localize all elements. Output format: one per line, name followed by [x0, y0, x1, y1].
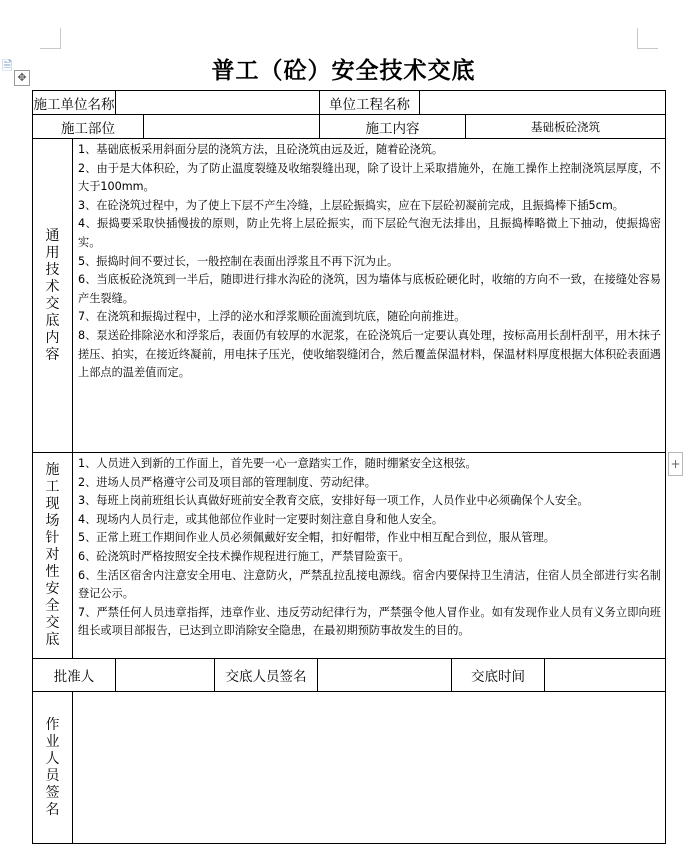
disclosure-time-field[interactable]	[545, 659, 666, 692]
presenter-signature-label: 交底人员签名	[215, 659, 318, 692]
site-disclosure-row	[33, 453, 666, 659]
site-disclosure-label	[33, 453, 73, 659]
general-item: 6、当底板砼浇筑到一半后，随即进行排水沟砼的浇筑，因为墙体与底板砼硬化时，收缩的方向不一致，在接缝处容易产生裂缝。	[78, 273, 661, 305]
vertical-label-char: 全	[45, 598, 60, 614]
general-disclosure-label-text	[33, 228, 72, 364]
site-item: 5、正常上班工作期间作业人员必须佩戴好安全帽，扣好帽带，作业中相互配合到位，服从管理。	[78, 531, 555, 545]
general-item: 1、基础底板采用斜面分层的浇筑方法，且砼浇筑由远及近，随着砼浇筑。	[78, 143, 444, 156]
vertical-label-char: 技	[45, 261, 60, 278]
vertical-label-char: 签	[45, 784, 60, 801]
disclosure-table	[32, 90, 666, 844]
presenter-signature-field[interactable]	[318, 659, 452, 692]
construction-part-label: 施工部位	[33, 115, 144, 139]
page-corner-mark-left	[40, 28, 61, 49]
site-item: 6、生活区宿舍内注意安全用电、注意防火，严禁乱拉乱接电源线。宿舍内要保持卫生清洁，住宿人员全部进行实名制登记公示。	[78, 568, 661, 601]
vertical-label-char: 对	[45, 547, 60, 563]
approver-label: 批准人	[33, 659, 116, 692]
vertical-label-char: 内	[45, 329, 60, 346]
vertical-label-char: 性	[45, 564, 60, 580]
vertical-label-char: 交	[45, 615, 60, 631]
site-disclosure-content[interactable]	[73, 453, 666, 659]
page-corner-mark-right	[637, 28, 658, 49]
vertical-label-char: 用	[45, 244, 60, 261]
general-item: 2、由于是大体积砼，为了防止温度裂缝及收缩裂缝出现，除了设计上采取措施外，在施工操作上控制浇筑层厚度，不大于100mm。	[78, 161, 661, 194]
vertical-label-char: 名	[45, 801, 60, 818]
vertical-label-char: 底	[45, 312, 60, 329]
construction-content-field[interactable]: 基础板砼浇筑	[466, 115, 666, 139]
vertical-label-char: 员	[45, 767, 60, 784]
vertical-label-char: 人	[45, 750, 60, 767]
vertical-label-char: 现	[45, 496, 60, 512]
construction-content-label: 施工内容	[320, 115, 466, 139]
construction-unit-label: 施工单位名称	[33, 91, 116, 115]
general-item: 8、泵送砼排除泌水和浮浆后，表面仍有较厚的水泥浆，在砼浇筑后一定要认真处理，按标高用长刮杆刮平，用木抹子搓压、拍实，在接近终凝前，用电抹子压光，使收缩裂缝闭合，然后覆盖保温材料，保温材料厚度根据大体积砼表面遇上部点的温差值而定。	[78, 328, 661, 380]
site-item: 1、人员进入到新的工作面上，首先要一心一意踏实工作，随时绷紧安全这根弦。	[78, 457, 477, 470]
construction-part-field[interactable]	[144, 115, 320, 139]
vertical-label-char: 场	[45, 513, 60, 529]
site-item: 3、每班上岗前班组长认真做好班前安全教育交底，安排好每一项工作，人员作业中必须确保个人安全。	[78, 494, 589, 508]
project-name-label: 单位工程名称	[320, 91, 420, 115]
vertical-label-char: 术	[45, 278, 60, 295]
header-row-1	[33, 91, 666, 115]
vertical-label-char: 针	[45, 530, 60, 546]
general-item: 5、振捣时间不要过长，一般控制在表面出浮浆且不再下沉为止。	[78, 254, 399, 268]
general-item: 4、振捣要采取快插慢拔的原则，防止先将上层砼振实，而下层砼气泡无法排出，且振捣棒略微上下抽动，使振捣密实。	[78, 217, 661, 249]
page-title: 普工（砼）安全技术交底	[211, 57, 476, 84]
general-disclosure-row	[33, 139, 666, 453]
site-item: 2、进场人员严格遵守公司及项目部的管理制度、劳动纪律。	[78, 475, 376, 489]
site-item: 4、现场内人员行走，或其他部位作业时一定要时刻注意自身和他人安全。	[78, 512, 444, 526]
general-item: 3、在砼浇筑过程中，为了使上下层不产生冷缝，上层砼振捣实，应在下层砼初凝前完成，且振捣棒下插5cm。	[78, 198, 624, 212]
vertical-label-char: 业	[45, 733, 60, 750]
signature-row	[33, 659, 666, 692]
worker-signature-field[interactable]	[73, 692, 666, 844]
vertical-label-char: 底	[45, 632, 60, 648]
site-item: 6、砼浇筑时严格按照安全技术操作规程进行施工，严禁冒险蛮干。	[78, 549, 410, 563]
worker-signature-label	[33, 692, 73, 844]
vertical-label-char: 通	[45, 227, 60, 244]
vertical-label-char: 作	[45, 716, 60, 733]
general-disclosure-label	[33, 139, 73, 453]
vertical-label-char: 工	[45, 479, 60, 495]
add-row-icon[interactable]: +	[668, 452, 683, 476]
document-icon: 🗎	[2, 59, 13, 74]
approver-field[interactable]	[116, 659, 215, 692]
vertical-label-char: 施	[45, 462, 60, 478]
header-row-2	[33, 115, 666, 139]
worker-signature-label-text	[33, 717, 72, 819]
vertical-label-char: 容	[45, 346, 60, 363]
site-disclosure-label-text	[33, 462, 72, 649]
general-disclosure-content[interactable]	[73, 139, 666, 453]
disclosure-time-label: 交底时间	[452, 659, 545, 692]
general-item: 7、在浇筑和振捣过程中，上浮的泌水和浮浆顺砼面流到坑底，随砼向前推进。	[78, 310, 466, 324]
table-move-handle-icon[interactable]: ✥	[14, 70, 30, 86]
vertical-label-char: 安	[45, 581, 60, 597]
worker-signature-row	[33, 692, 666, 844]
vertical-label-char: 交	[45, 295, 60, 312]
construction-unit-field[interactable]	[116, 91, 320, 115]
project-name-field[interactable]	[420, 91, 666, 115]
site-item: 7、严禁任何人员违章指挥，违章作业、违反劳动纪律行为，严禁强令他人冒作业。如有发现作业人员有义务立即向班组长或项目部报告，已达到立即消除安全隐患，在最初期预防事故发生的目的。	[78, 605, 661, 638]
